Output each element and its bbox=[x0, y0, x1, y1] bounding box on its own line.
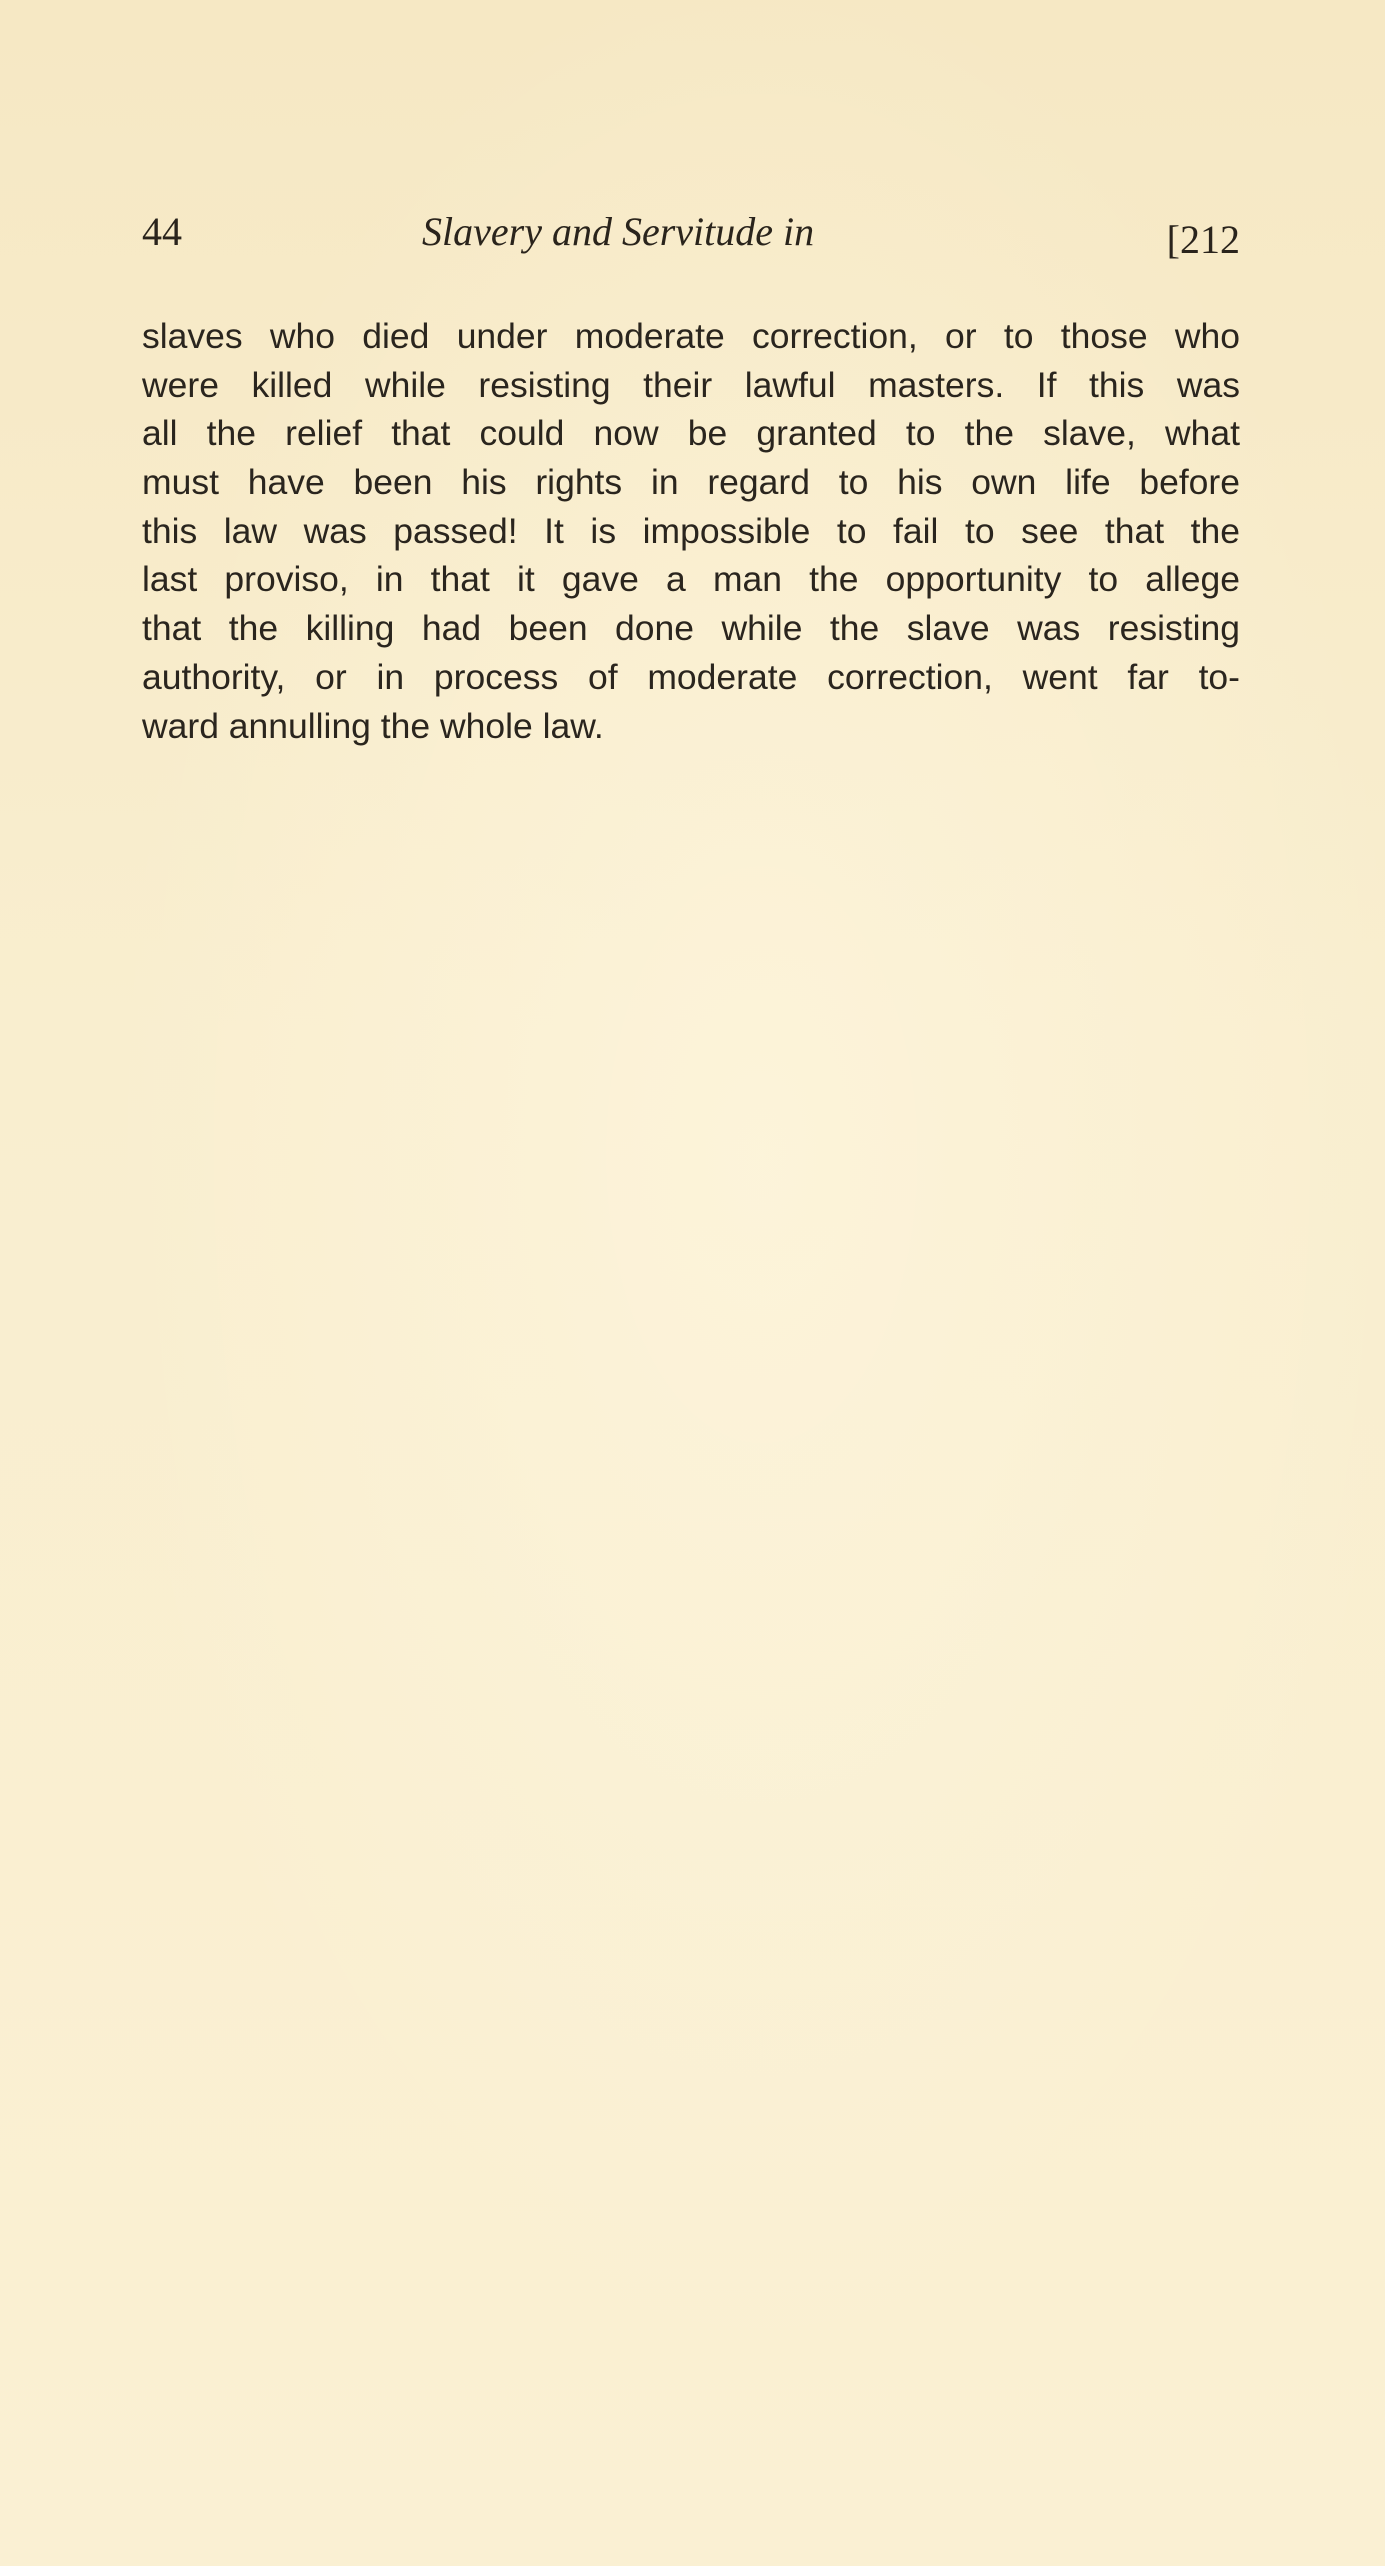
running-title: Slavery and Servitude in bbox=[422, 209, 815, 254]
text-line: this law was passed! It is impossible to fail to see that the bbox=[142, 510, 1240, 551]
text-line: were killed while resisting their lawful masters. If this was bbox=[142, 364, 1240, 405]
text-line: slaves who died under moderate correction, or to those who bbox=[142, 316, 1240, 356]
text-line: all the relief that could now be granted to the slave, what bbox=[142, 413, 1240, 454]
text-line: ward annulling the whole law. bbox=[142, 705, 604, 746]
page-number: 44 bbox=[142, 209, 182, 254]
running-head bbox=[142, 208, 1240, 268]
text-line: authority, or in process of moderate correction, went far to- bbox=[142, 656, 1240, 697]
text-line: must have been his rights in regard to his own life before bbox=[142, 462, 1240, 503]
text-line: that the killing had been done while the slave was resisting bbox=[142, 608, 1240, 649]
bracketed-page-number: [212 bbox=[1166, 217, 1240, 262]
body-paragraph bbox=[142, 312, 1240, 750]
text-line: last proviso, in that it gave a man the opportunity to allege bbox=[142, 559, 1240, 600]
